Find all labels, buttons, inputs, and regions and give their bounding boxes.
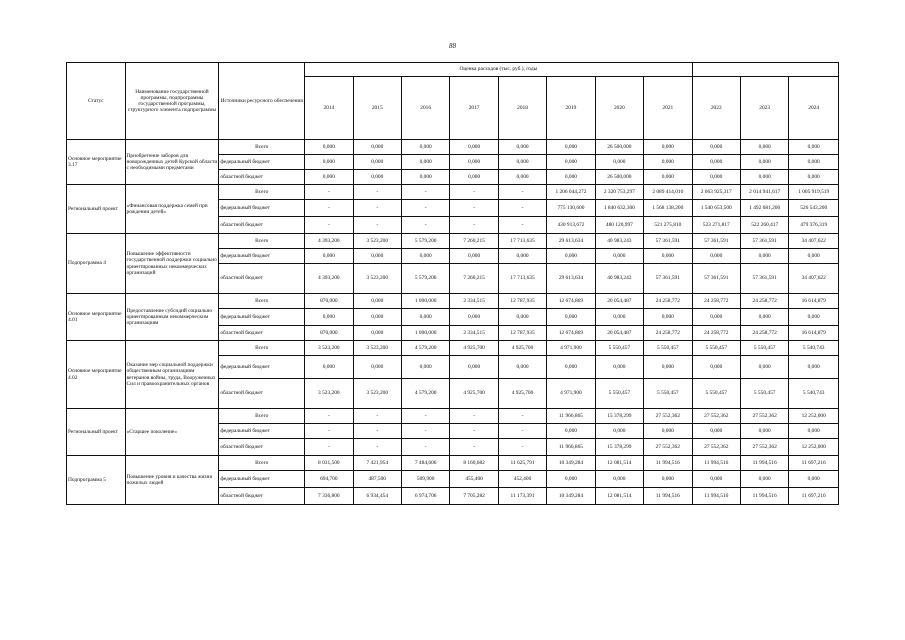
value-cell: 0,000 — [789, 249, 839, 264]
header-source: Источники ресурсного обеспечения — [219, 63, 305, 140]
value-cell: 5 550,457 — [595, 379, 643, 409]
status-cell: Подпрограмма 4 — [67, 234, 126, 294]
value-cell: - — [305, 424, 353, 439]
value-cell: 3 523,200 — [353, 341, 401, 356]
value-cell: 1 005 919,519 — [789, 185, 839, 200]
status-cell: Основное мероприятие 4.02 — [67, 341, 126, 409]
value-cell: 0,000 — [789, 140, 839, 155]
value-cell: 0,000 — [692, 471, 740, 488]
value-cell: 24 258,772 — [692, 326, 740, 341]
source-cell: областной бюджет — [219, 326, 305, 341]
value-cell: 57 361,591 — [740, 234, 788, 249]
value-cell: - — [401, 185, 449, 200]
value-cell: 4 971,900 — [547, 379, 595, 409]
value-cell: 4 393,200 — [305, 264, 353, 294]
value-cell: 40 983,243 — [595, 234, 643, 249]
value-cell: 0,000 — [644, 471, 692, 488]
value-cell: 27 552,362 — [740, 439, 788, 456]
value-cell: 5 540,743 — [789, 341, 839, 356]
value-cell: 11 697,216 — [789, 488, 839, 505]
value-cell: 870,000 — [305, 326, 353, 341]
header-year: 2021 — [644, 77, 692, 140]
value-cell: 3 523,200 — [353, 379, 401, 409]
value-cell: 5 550,457 — [740, 379, 788, 409]
value-cell: 4 925,700 — [450, 379, 498, 409]
value-cell: 57 361,591 — [644, 264, 692, 294]
value-cell: 0,000 — [401, 356, 449, 379]
value-cell: 57 361,591 — [692, 234, 740, 249]
value-cell: 0,000 — [305, 249, 353, 264]
value-cell: 0,000 — [595, 471, 643, 488]
value-cell: 7 705,282 — [450, 488, 498, 505]
source-cell: областной бюджет — [219, 170, 305, 185]
value-cell: 0,000 — [644, 155, 692, 170]
value-cell: 15 378,299 — [595, 409, 643, 424]
source-cell: федеральный бюджет — [219, 155, 305, 170]
value-cell: - — [450, 200, 498, 217]
table-row — [67, 140, 839, 155]
value-cell: 0,000 — [547, 356, 595, 379]
value-cell: 4 971,900 — [547, 341, 595, 356]
value-cell: - — [401, 424, 449, 439]
header-status: Статус — [67, 63, 126, 140]
value-cell: 5 550,457 — [692, 341, 740, 356]
source-cell: Всего — [219, 294, 305, 309]
value-cell: - — [305, 200, 353, 217]
value-cell: 24 258,772 — [644, 326, 692, 341]
value-cell: 12 081,514 — [595, 488, 643, 505]
value-cell: 0,000 — [595, 155, 643, 170]
value-cell: 11 994,516 — [692, 488, 740, 505]
value-cell: 694,700 — [305, 471, 353, 488]
value-cell: 0,000 — [595, 356, 643, 379]
value-cell: 12 674,869 — [547, 294, 595, 309]
value-cell: 1 840 632,300 — [595, 200, 643, 217]
value-cell: - — [401, 409, 449, 424]
status-cell: Региональный проект — [67, 409, 126, 456]
value-cell: - — [305, 217, 353, 234]
value-cell: 5 540,743 — [789, 379, 839, 409]
value-cell: 4 579,200 — [401, 379, 449, 409]
value-cell: 0,000 — [740, 170, 788, 185]
value-cell: 1 568 138,200 — [644, 200, 692, 217]
value-cell: 6 974,706 — [401, 488, 449, 505]
table-row — [67, 185, 839, 200]
value-cell: 10 349,284 — [547, 488, 595, 505]
table-row — [67, 456, 839, 471]
value-cell: 7 421,954 — [353, 456, 401, 471]
value-cell: 1 000,000 — [401, 326, 449, 341]
source-cell: областной бюджет — [219, 264, 305, 294]
value-cell: 0,000 — [547, 424, 595, 439]
value-cell: 0,000 — [692, 140, 740, 155]
name-cell: Повышение уровня и качества жизни пожилых людей — [125, 456, 219, 505]
value-cell: - — [450, 424, 498, 439]
header-year: 2020 — [595, 77, 643, 140]
value-cell: 8 031,500 — [305, 456, 353, 471]
value-cell: 11 173,391 — [498, 488, 546, 505]
value-cell: 509,900 — [401, 471, 449, 488]
value-cell: 0,000 — [740, 471, 788, 488]
header-year: 2023 — [740, 77, 788, 140]
table-row — [67, 234, 839, 249]
value-cell: 0,000 — [305, 309, 353, 326]
status-cell: Основное мероприятие 3.17 — [67, 140, 126, 185]
value-cell: - — [498, 409, 546, 424]
value-cell: 0,000 — [644, 356, 692, 379]
value-cell: 12 081,514 — [595, 456, 643, 471]
value-cell: 0,000 — [498, 309, 546, 326]
source-cell: федеральный бюджет — [219, 249, 305, 264]
value-cell: 1 206 044,272 — [547, 185, 595, 200]
value-cell: 1 540 653,500 — [692, 200, 740, 217]
value-cell: 0,000 — [498, 155, 546, 170]
source-cell: Всего — [219, 185, 305, 200]
value-cell: 0,000 — [644, 424, 692, 439]
value-cell: 24 258,772 — [644, 294, 692, 309]
value-cell: 11 994,516 — [692, 456, 740, 471]
value-cell: 27 552,362 — [692, 409, 740, 424]
value-cell: 0,000 — [740, 309, 788, 326]
value-cell: 521 275,810 — [644, 217, 692, 234]
value-cell: 4 925,700 — [498, 379, 546, 409]
value-cell: 0,000 — [644, 249, 692, 264]
name-cell: «Финансовая поддержка семей при рождении детей» — [125, 185, 219, 234]
value-cell: 479 376,319 — [789, 217, 839, 234]
value-cell: 0,000 — [353, 356, 401, 379]
value-cell: - — [305, 409, 353, 424]
value-cell: 0,000 — [740, 140, 788, 155]
value-cell: 17 713,635 — [498, 264, 546, 294]
value-cell: 24 258,772 — [692, 294, 740, 309]
value-cell: 0,000 — [692, 249, 740, 264]
value-cell: 0,000 — [305, 170, 353, 185]
value-cell: 57 361,591 — [644, 234, 692, 249]
value-cell: 1 492 681,200 — [740, 200, 788, 217]
value-cell: 0,000 — [789, 471, 839, 488]
value-cell: 11 994,516 — [740, 488, 788, 505]
value-cell: 0,000 — [692, 155, 740, 170]
value-cell: 430 913,672 — [547, 217, 595, 234]
status-cell: Основное мероприятие 4.01 — [67, 294, 126, 341]
value-cell: 3 523,200 — [353, 234, 401, 249]
value-cell: 5 550,457 — [644, 379, 692, 409]
value-cell: - — [401, 439, 449, 456]
value-cell: 455,400 — [450, 471, 498, 488]
value-cell: 11 966,865 — [547, 439, 595, 456]
budget-table — [66, 62, 839, 505]
value-cell: 2 089 414,010 — [644, 185, 692, 200]
value-cell: 1 000,000 — [401, 294, 449, 309]
value-cell: 0,000 — [644, 140, 692, 155]
value-cell: 522 260,417 — [740, 217, 788, 234]
header-year: 2014 — [305, 77, 353, 140]
value-cell: 0,000 — [498, 170, 546, 185]
value-cell: 0,000 — [644, 170, 692, 185]
status-cell: Региональный проект — [67, 185, 126, 234]
value-cell: 0,000 — [450, 309, 498, 326]
source-cell: федеральный бюджет — [219, 200, 305, 217]
value-cell: 7 484,606 — [401, 456, 449, 471]
value-cell: 0,000 — [595, 249, 643, 264]
header-year: 2015 — [353, 77, 401, 140]
header-year: 2019 — [547, 77, 595, 140]
value-cell: - — [305, 439, 353, 456]
value-cell: - — [353, 439, 401, 456]
value-cell: 29 613,634 — [547, 264, 595, 294]
value-cell: 0,000 — [692, 309, 740, 326]
value-cell: 0,000 — [401, 309, 449, 326]
value-cell: 0,000 — [450, 155, 498, 170]
value-cell: 0,000 — [692, 356, 740, 379]
value-cell: 0,000 — [740, 155, 788, 170]
value-cell: 4 579,200 — [401, 341, 449, 356]
value-cell: 16 614,879 — [789, 326, 839, 341]
value-cell: 12 787,935 — [498, 294, 546, 309]
source-cell: Всего — [219, 409, 305, 424]
value-cell: 5 550,457 — [644, 341, 692, 356]
value-cell: 0,000 — [547, 249, 595, 264]
value-cell: - — [498, 439, 546, 456]
value-cell: 11 697,216 — [789, 456, 839, 471]
value-cell: 0,000 — [498, 140, 546, 155]
value-cell: - — [401, 200, 449, 217]
value-cell: 20 054,487 — [595, 326, 643, 341]
value-cell: - — [450, 185, 498, 200]
value-cell: 7 260,215 — [450, 264, 498, 294]
value-cell: 10 349,284 — [547, 456, 595, 471]
value-cell: 3 523,200 — [305, 379, 353, 409]
value-cell: - — [305, 185, 353, 200]
value-cell: 8 160,682 — [450, 456, 498, 471]
value-cell: 0,000 — [547, 170, 595, 185]
value-cell: 0,000 — [450, 170, 498, 185]
value-cell: 11 994,516 — [644, 488, 692, 505]
value-cell: 5 579,200 — [401, 234, 449, 249]
value-cell: - — [353, 200, 401, 217]
value-cell: 5 550,457 — [740, 341, 788, 356]
value-cell: 870,000 — [305, 294, 353, 309]
value-cell: 26 500,000 — [595, 170, 643, 185]
value-cell: 0,000 — [547, 155, 595, 170]
value-cell: 0,000 — [595, 424, 643, 439]
header-year: 2024 — [789, 77, 839, 140]
header-caption-gap — [692, 63, 838, 77]
header-year: 2022 — [692, 77, 740, 140]
value-cell: 2 063 925,317 — [692, 185, 740, 200]
value-cell: 4 925,700 — [450, 341, 498, 356]
name-cell: Предоставление субсидий социально ориентированным некоммерческим организациям — [125, 294, 219, 341]
value-cell: - — [401, 217, 449, 234]
value-cell: 0,000 — [498, 356, 546, 379]
value-cell: - — [498, 424, 546, 439]
source-cell: Всего — [219, 456, 305, 471]
source-cell: областной бюджет — [219, 217, 305, 234]
value-cell: 20 054,487 — [595, 294, 643, 309]
value-cell: 4 393,200 — [305, 234, 353, 249]
value-cell: 26 500,000 — [595, 140, 643, 155]
value-cell: 0,000 — [450, 356, 498, 379]
value-cell: 11 966,865 — [547, 409, 595, 424]
value-cell: 12 252,000 — [789, 439, 839, 456]
value-cell: 0,000 — [305, 155, 353, 170]
value-cell: - — [450, 217, 498, 234]
name-cell: Повышение эффективности государственной поддержки социально ориентированных некоммерческих организаций — [125, 234, 219, 294]
value-cell: - — [353, 185, 401, 200]
header-name: Наименование государственной программы, подпрограммы государственной программы, структурного элемента подпрограммы — [125, 63, 219, 140]
source-cell: Всего — [219, 140, 305, 155]
value-cell: 0,000 — [789, 170, 839, 185]
value-cell: 0,000 — [740, 249, 788, 264]
value-cell: 27 552,362 — [644, 439, 692, 456]
source-cell: федеральный бюджет — [219, 309, 305, 326]
value-cell: 27 552,362 — [740, 409, 788, 424]
value-cell: 0,000 — [305, 140, 353, 155]
header-year: 2017 — [450, 77, 498, 140]
value-cell: 0,000 — [305, 356, 353, 379]
value-cell: 480 120,997 — [595, 217, 643, 234]
value-cell: 24 258,772 — [740, 294, 788, 309]
value-cell: 11 994,516 — [644, 456, 692, 471]
page-number: 88 — [449, 42, 456, 50]
value-cell: - — [498, 200, 546, 217]
value-cell: 15 378,299 — [595, 439, 643, 456]
value-cell: - — [450, 409, 498, 424]
table-row — [67, 341, 839, 356]
value-cell: 0,000 — [353, 309, 401, 326]
value-cell: 0,000 — [353, 249, 401, 264]
table-row — [67, 409, 839, 424]
value-cell: 0,000 — [547, 140, 595, 155]
value-cell: 0,000 — [789, 309, 839, 326]
value-cell: 452,400 — [498, 471, 546, 488]
source-cell: областной бюджет — [219, 379, 305, 409]
value-cell: 0,000 — [498, 249, 546, 264]
value-cell: 0,000 — [547, 471, 595, 488]
value-cell: 0,000 — [789, 356, 839, 379]
value-cell: 0,000 — [401, 155, 449, 170]
value-cell: 6 934,454 — [353, 488, 401, 505]
value-cell: 0,000 — [450, 249, 498, 264]
name-cell: Оказание мер социальной поддержки общественным организациям ветеранов войны, труда, Вооруженных Сил и правоохранительных органов — [125, 341, 219, 409]
value-cell: 0,000 — [353, 294, 401, 309]
value-cell: 0,000 — [353, 170, 401, 185]
value-cell: 27 552,362 — [692, 439, 740, 456]
value-cell: 40 983,243 — [595, 264, 643, 294]
value-cell: 12 674,869 — [547, 326, 595, 341]
value-cell: 0,000 — [740, 424, 788, 439]
status-cell: Подпрограмма 5 — [67, 456, 126, 505]
table-body — [67, 140, 839, 505]
header-year: 2016 — [401, 77, 449, 140]
value-cell: 5 550,457 — [692, 379, 740, 409]
value-cell: 2 334,515 — [450, 326, 498, 341]
value-cell: 17 713,635 — [498, 234, 546, 249]
value-cell: - — [450, 439, 498, 456]
value-cell: 0,000 — [547, 309, 595, 326]
source-cell: федеральный бюджет — [219, 471, 305, 488]
value-cell: 523 271,817 — [692, 217, 740, 234]
value-cell: 0,000 — [644, 309, 692, 326]
name-cell: Приобретение заборов для новорожденных детей Курской области с необходимыми предметами — [125, 140, 219, 185]
source-cell: Всего — [219, 234, 305, 249]
value-cell: 24 258,772 — [740, 326, 788, 341]
table-row — [67, 294, 839, 309]
value-cell: 7 260,215 — [450, 234, 498, 249]
value-cell: 5 550,457 — [595, 341, 643, 356]
value-cell: 34 407,622 — [789, 234, 839, 249]
value-cell: 7 336,800 — [305, 488, 353, 505]
value-cell: 27 552,362 — [644, 409, 692, 424]
value-cell: 0,000 — [595, 309, 643, 326]
source-cell: федеральный бюджет — [219, 356, 305, 379]
value-cell: 3 523,200 — [353, 264, 401, 294]
value-cell: 0,000 — [353, 326, 401, 341]
value-cell: 0,000 — [353, 140, 401, 155]
header-expenses-caption: Оценка расходов (тыс. руб.), годы — [305, 63, 692, 77]
value-cell: 2 014 941,617 — [740, 185, 788, 200]
value-cell: 11 625,791 — [498, 456, 546, 471]
value-cell: 12 787,935 — [498, 326, 546, 341]
value-cell: 5 579,200 — [401, 264, 449, 294]
value-cell: 57 361,591 — [692, 264, 740, 294]
value-cell: 3 523,200 — [305, 341, 353, 356]
value-cell: 0,000 — [789, 424, 839, 439]
value-cell: - — [353, 409, 401, 424]
value-cell: 0,000 — [450, 140, 498, 155]
value-cell: 0,000 — [692, 424, 740, 439]
value-cell: 2 334,515 — [450, 294, 498, 309]
value-cell: 487,500 — [353, 471, 401, 488]
value-cell: 0,000 — [740, 356, 788, 379]
source-cell: областной бюджет — [219, 439, 305, 456]
value-cell: 4 925,700 — [498, 341, 546, 356]
value-cell: 0,000 — [401, 249, 449, 264]
value-cell: 0,000 — [789, 155, 839, 170]
value-cell: 11 994,516 — [740, 456, 788, 471]
name-cell: «Старшее поколение» — [125, 409, 219, 456]
value-cell: - — [498, 217, 546, 234]
value-cell: - — [353, 424, 401, 439]
value-cell: 12 252,000 — [789, 409, 839, 424]
value-cell: 16 614,879 — [789, 294, 839, 309]
value-cell: 0,000 — [401, 140, 449, 155]
header-year: 2018 — [498, 77, 546, 140]
value-cell: - — [353, 217, 401, 234]
value-cell: 0,000 — [401, 170, 449, 185]
source-cell: федеральный бюджет — [219, 424, 305, 439]
value-cell: - — [498, 185, 546, 200]
value-cell: 526 543,200 — [789, 200, 839, 217]
value-cell: 34 407,622 — [789, 264, 839, 294]
value-cell: 57 361,591 — [740, 264, 788, 294]
value-cell: 0,000 — [353, 155, 401, 170]
source-cell: Всего — [219, 341, 305, 356]
value-cell: 2 320 753,297 — [595, 185, 643, 200]
value-cell: 775 130,600 — [547, 200, 595, 217]
source-cell: областной бюджет — [219, 488, 305, 505]
value-cell: 29 613,634 — [547, 234, 595, 249]
value-cell: 0,000 — [692, 170, 740, 185]
